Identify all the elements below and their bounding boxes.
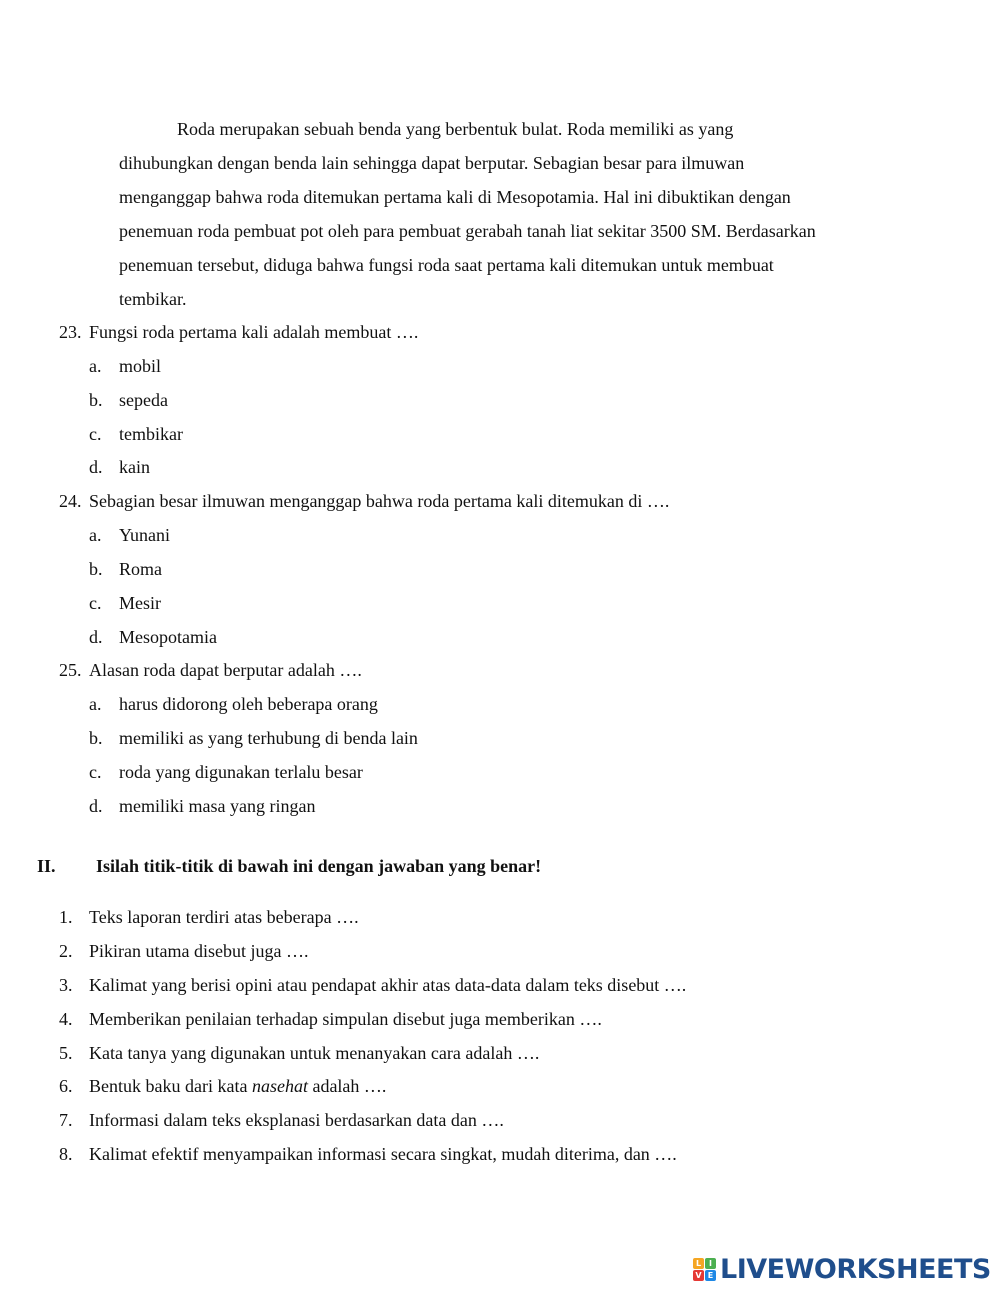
passage-line: penemuan tersebut, diduga bahwa fungsi roda saat pertama kali ditemukan untuk membuat — [119, 255, 774, 275]
option-text: kain — [119, 457, 150, 477]
question-number: 25. — [59, 660, 82, 680]
passage-line: tembikar. — [119, 289, 187, 309]
option-letter: c. — [89, 593, 102, 613]
passage-line: dihubungkan dengan benda lain sehingga dapat berputar. Sebagian besar para ilmuwan — [119, 153, 745, 173]
liveworksheets-logo — [693, 1253, 991, 1285]
option-text: roda yang digunakan terlalu besar — [119, 762, 363, 782]
item-number: 3. — [59, 975, 73, 995]
item-text: Pikiran utama disebut juga …. — [89, 941, 309, 961]
section-number: II. — [37, 856, 56, 876]
option-letter: c. — [89, 424, 102, 444]
question-number: 23. — [59, 322, 82, 342]
option-letter: c. — [89, 762, 102, 782]
mark-tile: L — [693, 1258, 704, 1269]
item-number: 5. — [59, 1043, 73, 1063]
option-text: memiliki masa yang ringan — [119, 796, 316, 816]
item-text: Memberikan penilaian terhadap simpulan disebut juga memberikan …. — [89, 1009, 602, 1029]
item-text-before: Bentuk baku dari kata — [89, 1076, 252, 1096]
option-text: memiliki as yang terhubung di benda lain — [119, 728, 418, 748]
item-text — [89, 1075, 386, 1097]
option-text: Mesir — [119, 593, 161, 613]
mark-tile: V — [693, 1270, 704, 1281]
option-letter: d. — [89, 457, 103, 477]
question-number: 24. — [59, 491, 82, 511]
item-number: 2. — [59, 941, 73, 961]
option-letter: b. — [89, 728, 103, 748]
item-text: Kata tanya yang digunakan untuk menanyakan cara adalah …. — [89, 1043, 540, 1063]
option-letter: b. — [89, 390, 103, 410]
item-text-italic: nasehat — [251, 1076, 308, 1096]
item-number: 4. — [59, 1009, 73, 1029]
item-text: Informasi dalam teks eksplanasi berdasarkan data dan …. — [89, 1110, 504, 1130]
question-text: Alasan roda dapat berputar adalah …. — [89, 660, 362, 680]
item-text: Teks laporan terdiri atas beberapa …. — [89, 907, 359, 927]
item-text: Kalimat yang berisi opini atau pendapat akhir atas data-data dalam teks disebut …. — [89, 975, 687, 995]
question-text: Fungsi roda pertama kali adalah membuat …. — [89, 322, 419, 342]
option-letter: d. — [89, 796, 103, 816]
option-text: mobil — [119, 356, 162, 376]
item-number: 8. — [59, 1144, 73, 1164]
passage-line: menganggap bahwa roda ditemukan pertama kali di Mesopotamia. Hal ini dibuktikan dengan — [119, 187, 791, 207]
passage-line: penemuan roda pembuat pot oleh para pembuat gerabah tanah liat sekitar 3500 SM. Berdasarkan — [119, 221, 816, 241]
mark-tile: E — [705, 1270, 716, 1281]
option-text: harus didorong oleh beberapa orang — [119, 694, 378, 714]
item-number: 1. — [59, 907, 73, 927]
option-text: Mesopotamia — [119, 627, 217, 647]
passage-line: Roda merupakan sebuah benda yang berbentuk bulat. Roda memiliki as yang — [177, 119, 734, 139]
mark-tile: I — [705, 1258, 716, 1269]
item-number: 7. — [59, 1110, 73, 1130]
question-text: Sebagian besar ilmuwan menganggap bahwa roda pertama kali ditemukan di …. — [89, 491, 670, 511]
section-title: Isilah titik-titik di bawah ini dengan jawaban yang benar! — [96, 856, 542, 876]
option-letter: a. — [89, 694, 102, 714]
option-letter: a. — [89, 356, 102, 376]
option-letter: b. — [89, 559, 103, 579]
item-text-after: adalah …. — [307, 1076, 387, 1096]
item-text: Kalimat efektif menyampaikan informasi secara singkat, mudah diterima, dan …. — [89, 1144, 677, 1164]
option-text: Yunani — [119, 525, 170, 545]
option-letter: a. — [89, 525, 102, 545]
option-text: sepeda — [119, 390, 168, 410]
liveworksheets-mark-icon — [693, 1258, 716, 1281]
brand-text: LIVEWORKSHEETS — [720, 1253, 991, 1285]
option-text: Roma — [119, 559, 162, 579]
option-text: tembikar — [119, 424, 183, 444]
item-number: 6. — [59, 1076, 73, 1096]
option-letter: d. — [89, 627, 103, 647]
